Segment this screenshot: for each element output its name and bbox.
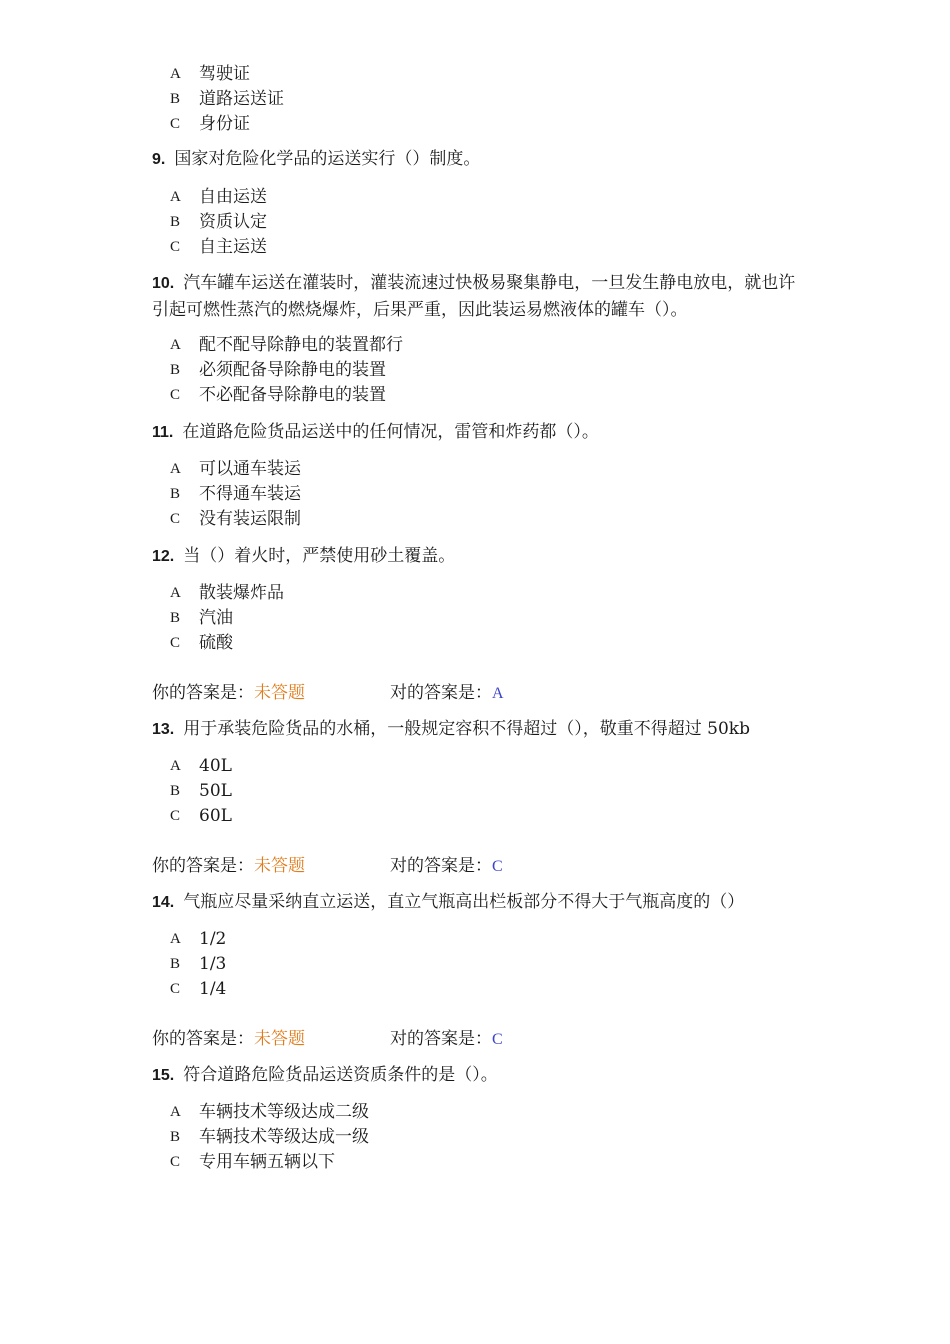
answer-line	[152, 679, 504, 707]
option-b[interactable]: B 道路运送证	[170, 87, 284, 112]
option-c[interactable]: C 60L	[170, 804, 232, 829]
option-text: 驾驶证	[199, 64, 250, 84]
option-text: 配不配导除静电的装置都行	[199, 335, 403, 355]
question-number: 9.	[152, 151, 166, 168]
question-12	[152, 543, 810, 570]
option-text: 道路运送证	[199, 89, 284, 109]
question-number: 12.	[152, 548, 175, 565]
question-text: 汽车罐车运送在灌装时，灌装流速过快极易聚集静电，一旦发生静电放电，就也许引起可燃性蒸汽的燃烧爆炸，后果严重，因此装运易燃液体的罐车（）。	[152, 273, 796, 320]
option-a[interactable]: A 40L	[170, 754, 232, 779]
question-10	[152, 270, 800, 324]
your-answer-label: 你的答案是：	[152, 683, 254, 703]
question-number: 13.	[152, 721, 175, 738]
question-text: 国家对危险化学品的运送实行（）制度。	[174, 149, 481, 169]
option-b[interactable]: B 1/3	[170, 952, 226, 977]
option-b[interactable]: B 车辆技术等级达成一级	[170, 1125, 369, 1150]
q12-options	[170, 581, 284, 656]
question-number: 15.	[152, 1067, 175, 1084]
answer-line	[152, 1025, 503, 1053]
q14-options	[170, 927, 226, 1002]
option-a[interactable]: A 自由运送	[170, 185, 267, 210]
q11-options	[170, 457, 301, 532]
option-text: 必须配备导除静电的装置	[199, 360, 386, 380]
question-11	[152, 419, 810, 446]
option-b[interactable]: B 汽油	[170, 606, 284, 631]
question-text: 在道路危险货品运送中的任何情况，雷管和炸药都（）。	[182, 422, 599, 442]
option-text: 车辆技术等级达成二级	[199, 1102, 369, 1122]
correct-answer-value: A	[492, 685, 504, 702]
question-text: 用于承装危险货品的水桶，一般规定容积不得超过（），敬重不得超过 50kb	[183, 719, 750, 739]
option-text: 60L	[199, 806, 232, 826]
option-text: 1/3	[199, 954, 227, 974]
question-9	[152, 146, 810, 173]
option-b[interactable]: B 不得通车装运	[170, 482, 301, 507]
option-b[interactable]: B 资质认定	[170, 210, 267, 235]
option-c[interactable]: C 身份证	[170, 112, 284, 137]
option-b[interactable]: B 50L	[170, 779, 232, 804]
question-text: 符合道路危险货品运送资质条件的是（）。	[183, 1065, 498, 1085]
your-answer-value: 未答题	[254, 856, 305, 876]
your-answer-label: 你的答案是：	[152, 856, 254, 876]
question-15	[152, 1062, 810, 1089]
option-text: 车辆技术等级达成一级	[199, 1127, 369, 1147]
option-text: 资质认定	[199, 212, 267, 232]
your-answer-value: 未答题	[254, 1029, 305, 1049]
q13-options	[170, 754, 232, 829]
answer-line	[152, 852, 503, 880]
correct-answer-label: 对的答案是：	[390, 1029, 492, 1049]
option-text: 硫酸	[199, 633, 233, 653]
option-text: 自由运送	[199, 187, 267, 207]
option-a[interactable]: A 驾驶证	[170, 62, 284, 87]
option-text: 散装爆炸品	[199, 583, 284, 603]
option-text: 40L	[199, 756, 232, 776]
correct-answer-label: 对的答案是：	[390, 856, 492, 876]
option-c[interactable]: C 没有装运限制	[170, 507, 301, 532]
option-c[interactable]: C 硫酸	[170, 631, 284, 656]
option-a[interactable]: A 可以通车装运	[170, 457, 301, 482]
option-a[interactable]: A 1/2	[170, 927, 226, 952]
question-number: 11.	[152, 424, 174, 441]
option-a[interactable]: A 车辆技术等级达成二级	[170, 1100, 369, 1125]
question-text: 气瓶应尽量采纳直立运送，直立气瓶高出栏板部分不得大于气瓶高度的（）	[183, 892, 745, 912]
correct-answer-value: C	[492, 1031, 503, 1048]
option-text: 汽油	[199, 608, 233, 628]
option-text: 专用车辆五辆以下	[199, 1152, 335, 1172]
q10-options	[170, 333, 403, 408]
option-c[interactable]: C 不必配备导除静电的装置	[170, 383, 403, 408]
question-number: 14.	[152, 894, 175, 911]
option-c[interactable]: C 自主运送	[170, 235, 267, 260]
option-c[interactable]: C 1/4	[170, 977, 226, 1002]
option-a[interactable]: A 配不配导除静电的装置都行	[170, 333, 403, 358]
question-13	[152, 716, 850, 743]
option-text: 1/2	[199, 929, 227, 949]
option-a[interactable]: A 散装爆炸品	[170, 581, 284, 606]
q9-options	[170, 185, 267, 260]
question-number: 10.	[152, 275, 175, 292]
option-text: 身份证	[199, 114, 250, 134]
option-b[interactable]: B 必须配备导除静电的装置	[170, 358, 403, 383]
option-text: 1/4	[199, 979, 227, 999]
q15-options	[170, 1100, 369, 1175]
option-text: 不必配备导除静电的装置	[199, 385, 386, 405]
your-answer-label: 你的答案是：	[152, 1029, 254, 1049]
correct-answer-value: C	[492, 858, 503, 875]
correct-answer-label: 对的答案是：	[390, 683, 492, 703]
option-text: 没有装运限制	[199, 509, 301, 529]
option-text: 可以通车装运	[199, 459, 301, 479]
option-text: 50L	[199, 781, 232, 801]
option-text: 不得通车装运	[199, 484, 301, 504]
question-text: 当（）着火时，严禁使用砂土覆盖。	[183, 546, 456, 566]
q8-options	[170, 62, 284, 137]
option-c[interactable]: C 专用车辆五辆以下	[170, 1150, 369, 1175]
your-answer-value: 未答题	[254, 683, 305, 703]
question-14	[152, 889, 850, 916]
option-text: 自主运送	[199, 237, 267, 257]
